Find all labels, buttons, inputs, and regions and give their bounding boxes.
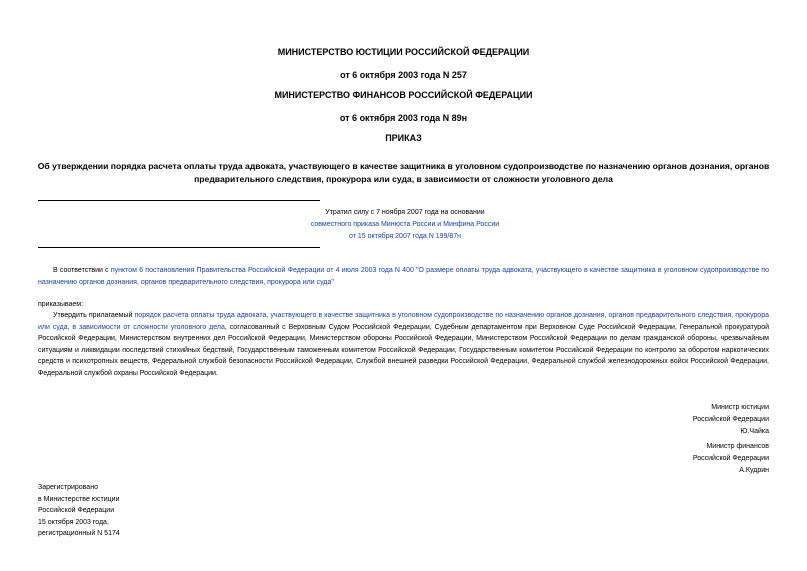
signature-minister-justice (693, 402, 769, 438)
repeal-order-date-link[interactable]: от 15 октября 2007 года N 199/87н (348, 233, 462, 240)
order-date-justice: от 6 октября 2003 года N 257 (340, 70, 467, 80)
registration-number: регистрационный N 5174 (38, 530, 120, 537)
order-date-finance: от 6 октября 2003 года N 89н (339, 113, 468, 123)
signature-2-title: Министр финансов (706, 443, 769, 450)
government-decree-link[interactable]: пунктом 6 постановления Правительства Российской Федерации от 4 июля 2003 года N 400 "О размере оплаты труда адвоката, участвующего в качестве защитника в уголовном судопроизводстве по назначению органов дознания, органов предварительного следствия, прокурора или суда" (38, 267, 769, 286)
registration-date: 15 октября 2003 года, (38, 518, 109, 526)
document-subject-title: Об утверждении порядка расчета оплаты труда адвоката, участвующего в качестве защитника в уголовном судопроизводстве по назначению органов дознания, органов предварительного следствия, прокурора или суда, в зависимости от сложности уголовного дела (37, 161, 770, 184)
status-note (290, 207, 520, 243)
signature-2-country: Российской Федерации (692, 455, 769, 462)
signature-1-country: Российской Федерации (692, 416, 769, 423)
ministry-finance-heading: МИНИСТЕРСТВО ФИНАНСОВ РОССИЙСКОЙ ФЕДЕРАЦИИ (274, 90, 533, 100)
registration-line-2: в Министерстве юстиции (38, 495, 120, 503)
ministry-justice-heading: МИНИСТЕРСТВО ЮСТИЦИИ РОССИЙСКОЙ ФЕДЕРАЦИИ (277, 47, 530, 57)
clause-1-prefix: Утвердить прилагаемый (53, 312, 135, 319)
preamble-paragraph (38, 265, 769, 288)
signature-1-name: Ю.Чайка (740, 428, 769, 435)
registration-block (38, 482, 120, 540)
status-note-text: Утратил силу с 7 ноября 2007 года на основании (325, 209, 485, 216)
signature-1-title: Министр юстиции (711, 404, 769, 411)
clause-1-text: , согласованный с Верховным Судом Российской Федерации, Судебным департаментом при Верховном Суде Российской Федерации, Генеральной прокуратурой Российской Федерации, Министерством внутренних дел Российской Федерации, Министерством обороны Российской Федерации, Министерством Российской Федерации по делам гражданской обороны, чрезвычайным ситуациям и ликвидации последствий стихийных бедствий, Государственным таможенным комитетом Российской Федерации, Государственным комитетом Российской Федерации по контролю за оборотом наркотических средств и психотропных веществ, Федеральной службой безопасности Российской Федерации, Службой внешней разведки Российской Федерации, Федеральной службой железнодорожных войск Российской Федерации, Федеральной службой охраны Российской Федерации. (38, 323, 769, 377)
note-divider-top (38, 200, 320, 201)
preamble-text: В соответствии с (53, 267, 111, 274)
document-type-heading: ПРИКАЗ (385, 133, 422, 143)
signature-2-name: А.Кудрин (739, 467, 769, 474)
order-word: приказываем: (38, 301, 84, 308)
note-divider-bottom (38, 247, 320, 248)
repeal-order-link[interactable]: совместного приказа Минюста России и Минфина России (310, 221, 500, 228)
registration-line-3: Российской Федерации (38, 507, 115, 514)
procedure-link[interactable]: порядок расчета оплаты труда адвоката, участвующего в качестве защитника в уголовном судопроизводстве по назначению органов дознания, органов предварительного следствия, прокурора или суда, в зависимости от сложности уголовного дела (38, 312, 769, 331)
clause-1-paragraph (38, 310, 769, 379)
signature-minister-finance (693, 441, 769, 477)
registration-line-1: Зарегистрировано (38, 484, 98, 491)
